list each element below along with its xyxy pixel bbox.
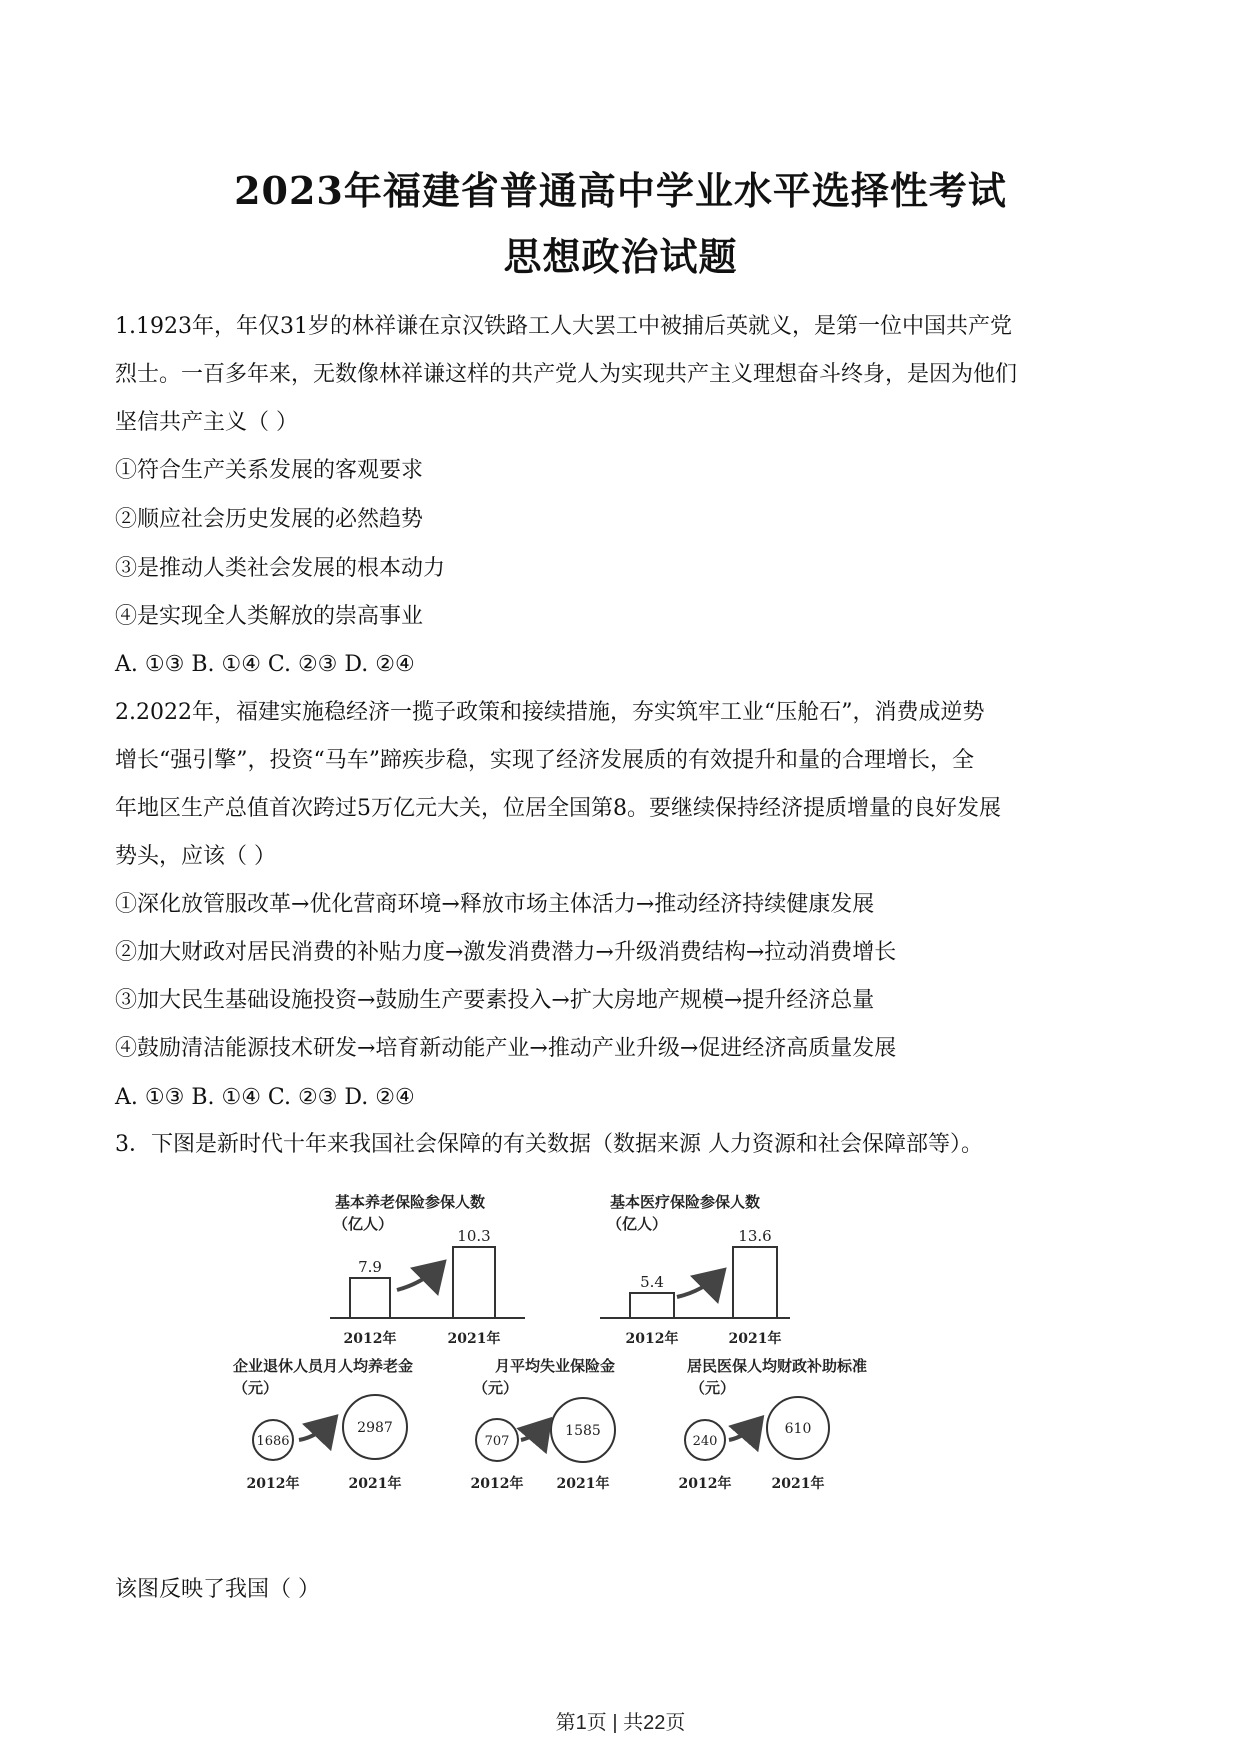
bar-label-2012: 7.9 — [358, 1258, 382, 1276]
year-2021: 2021年 — [556, 1476, 610, 1492]
social-security-figure — [225, 1185, 1015, 1515]
q1-stem-line-2: 烈士。一百多年来，无数像林祥谦这样的共产党人为实现共产主义理想奋斗终身，是因为他们 — [115, 362, 1018, 387]
arrow-icon — [397, 1265, 441, 1290]
bar-2021 — [453, 1247, 495, 1318]
chart-unit: （元） — [473, 1379, 519, 1397]
medical-subsidy-chart — [679, 1357, 868, 1492]
pension-per-capita-chart — [233, 1357, 413, 1492]
arrow-icon — [521, 1423, 547, 1440]
chart-title: 基本养老保险参保人数 — [335, 1193, 486, 1211]
chart-unit: （元） — [690, 1379, 736, 1397]
chart-title: 基本医疗保险参保人数 — [610, 1193, 761, 1211]
circle-label-2021: 610 — [784, 1421, 812, 1437]
chart-unit: （亿人） — [607, 1215, 668, 1233]
q3-question-line: 该图反映了我国（ ） — [115, 1577, 320, 1602]
year-2021: 2021年 — [447, 1331, 501, 1347]
bar-2021 — [733, 1247, 777, 1318]
chart-title: 月平均失业保险金 — [495, 1357, 616, 1375]
circle-label-2012: 707 — [484, 1434, 510, 1449]
q2-statement-2: ②加大财政对居民消费的补贴力度→激发消费潜力→升级消费结构→拉动消费增长 — [115, 940, 897, 965]
q2-stem-line-3: 年地区生产总值首次跨过5万亿元大关，位居全国第8。要继续保持经济提质增量的良好发展 — [115, 796, 1001, 821]
exam-subtitle: 思想政治试题 — [503, 234, 738, 279]
unemployment-benefit-chart — [471, 1357, 616, 1492]
year-2021: 2021年 — [348, 1476, 402, 1492]
q2-statement-4: ④鼓励清洁能源技术研发→培育新动能产业→推动产业升级→促进经济高质量发展 — [115, 1036, 897, 1061]
q1-statement-3: ③是推动人类社会发展的根本动力 — [115, 556, 446, 581]
bar-2012 — [630, 1293, 674, 1318]
exam-title: 2023年福建省普通高中学业水平选择性考试 — [234, 168, 1007, 213]
page-footer: 第1页 | 共22页 — [555, 1712, 686, 1734]
circle-label-2012: 240 — [692, 1434, 718, 1449]
year-2021: 2021年 — [771, 1476, 825, 1492]
year-2012: 2012年 — [470, 1476, 524, 1492]
year-2012: 2012年 — [343, 1331, 397, 1347]
q2-stem-line-1: 2.2022年，福建实施稳经济一揽子政策和接续措施，夯实筑牢工业“压舱石”，消费成逆势 — [115, 700, 985, 725]
pension-participants-chart — [330, 1193, 525, 1347]
q3-stem-line-1: 3．下图是新时代十年来我国社会保障的有关数据（数据来源 人力资源和社会保障部等）。 — [115, 1132, 983, 1157]
circle-label-2012: 1686 — [256, 1434, 290, 1449]
bar-2012 — [350, 1278, 390, 1318]
chart-title: 居民医保人均财政补助标准 — [687, 1357, 868, 1375]
q2-options: A. ①③ B. ①④ C. ②③ D. ②④ — [115, 1085, 415, 1110]
bar-label-2021: 13.6 — [738, 1227, 772, 1245]
q2-stem-line-4: 势头，应该（ ） — [115, 844, 276, 869]
year-2012: 2012年 — [625, 1331, 679, 1347]
circle-label-2021: 1585 — [565, 1423, 601, 1439]
arrow-icon — [729, 1421, 759, 1440]
medical-participants-chart — [600, 1193, 790, 1347]
chart-unit: （亿人） — [333, 1215, 394, 1233]
arrow-icon — [677, 1273, 721, 1297]
year-2021: 2021年 — [728, 1331, 782, 1347]
q2-stem-line-2: 增长“强引擎”，投资“马车”蹄疾步稳，实现了经济发展质的有效提升和量的合理增长，全 — [115, 748, 974, 773]
bar-label-2021: 10.3 — [457, 1227, 491, 1245]
q1-statement-4: ④是实现全人类解放的崇高事业 — [115, 604, 424, 629]
q1-stem-line-3: 坚信共产主义（ ） — [115, 410, 298, 435]
circle-label-2021: 2987 — [357, 1420, 393, 1436]
q2-statement-3: ③加大民生基础设施投资→鼓励生产要素投入→扩大房地产规模→提升经济总量 — [115, 988, 875, 1013]
arrow-icon — [299, 1420, 333, 1440]
year-2012: 2012年 — [246, 1476, 300, 1492]
q1-statement-2: ②顺应社会历史发展的必然趋势 — [115, 507, 424, 532]
q1-statement-1: ①符合生产关系发展的客观要求 — [115, 458, 424, 483]
bar-label-2012: 5.4 — [640, 1273, 664, 1291]
year-2012: 2012年 — [678, 1476, 732, 1492]
chart-title: 企业退休人员月人均养老金 — [233, 1357, 414, 1375]
q1-options: A. ①③ B. ①④ C. ②③ D. ②④ — [115, 652, 415, 677]
q2-statement-1: ①深化放管服改革→优化营商环境→释放市场主体活力→推动经济持续健康发展 — [115, 892, 875, 917]
q1-stem-line-1: 1.1923年，年仅31岁的林祥谦在京汉铁路工人大罢工中被捕后英就义，是第一位中国共产党 — [115, 314, 1012, 339]
chart-unit: （元） — [233, 1379, 279, 1397]
